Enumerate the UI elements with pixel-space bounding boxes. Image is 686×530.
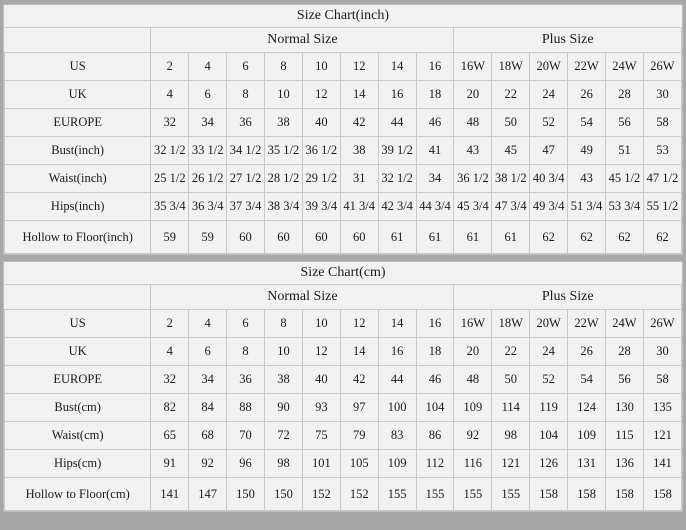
table-cell: 112 — [416, 450, 454, 478]
table-cell: 62 — [606, 221, 644, 254]
row-label: Hips(inch) — [5, 193, 151, 221]
chart-title: Size Chart(inch) — [5, 5, 682, 28]
table-cell: 8 — [227, 338, 265, 366]
table-cell: 12 — [302, 338, 340, 366]
table-cell: 12 — [302, 81, 340, 109]
table-cell: 60 — [265, 221, 303, 254]
table-cell: 20W — [530, 53, 568, 81]
table-cell: 10 — [302, 53, 340, 81]
table-cell: 35 3/4 — [151, 193, 189, 221]
table-cell: 32 — [151, 366, 189, 394]
table-cell: 10 — [302, 310, 340, 338]
row-label: EUROPE — [5, 366, 151, 394]
table-cell: 75 — [302, 422, 340, 450]
table-cell: 26W — [643, 53, 681, 81]
table-row — [5, 394, 682, 422]
table-cell: 53 — [643, 137, 681, 165]
table-cell: 126 — [530, 450, 568, 478]
table-cell: 34 — [189, 109, 227, 137]
table-cell: 8 — [227, 81, 265, 109]
table-cell: 18W — [492, 310, 530, 338]
table-cell: 42 — [340, 366, 378, 394]
table-cell: 79 — [340, 422, 378, 450]
table-cell: 135 — [643, 394, 681, 422]
table-cell: 36 1/2 — [302, 137, 340, 165]
table-cell: 90 — [265, 394, 303, 422]
table-row — [5, 221, 682, 254]
table-cell: 155 — [416, 478, 454, 511]
table-cell: 60 — [227, 221, 265, 254]
table-cell: 22W — [568, 310, 606, 338]
table-cell: 60 — [302, 221, 340, 254]
table-cell: 25 1/2 — [151, 165, 189, 193]
chart-group-header: Normal Size — [151, 285, 454, 310]
table-cell: 42 — [340, 109, 378, 137]
table-cell: 41 — [416, 137, 454, 165]
table-cell: 26 1/2 — [189, 165, 227, 193]
table-cell: 40 — [302, 109, 340, 137]
table-cell: 22 — [492, 81, 530, 109]
table-cell: 46 — [416, 366, 454, 394]
size-chart-inch-body — [5, 5, 682, 254]
table-cell: 150 — [227, 478, 265, 511]
table-cell: 44 — [378, 109, 416, 137]
table-cell: 54 — [568, 366, 606, 394]
row-label: US — [5, 310, 151, 338]
size-chart-cm-body — [5, 262, 682, 511]
table-cell: 51 3/4 — [568, 193, 606, 221]
table-cell: 92 — [189, 450, 227, 478]
table-cell: 4 — [151, 338, 189, 366]
table-cell: 152 — [302, 478, 340, 511]
table-cell: 84 — [189, 394, 227, 422]
table-cell: 31 — [340, 165, 378, 193]
table-cell: 38 — [265, 366, 303, 394]
table-cell: 18 — [416, 338, 454, 366]
table-cell: 68 — [189, 422, 227, 450]
table-cell: 97 — [340, 394, 378, 422]
table-cell: 16 — [416, 53, 454, 81]
table-cell: 6 — [227, 310, 265, 338]
table-cell: 2 — [151, 310, 189, 338]
table-cell: 92 — [454, 422, 492, 450]
table-row — [5, 310, 682, 338]
table-cell: 62 — [643, 221, 681, 254]
table-cell: 35 1/2 — [265, 137, 303, 165]
chart-group-header: Plus Size — [454, 285, 682, 310]
row-label: EUROPE — [5, 109, 151, 137]
table-cell: 65 — [151, 422, 189, 450]
table-cell: 24W — [606, 310, 644, 338]
table-cell: 20W — [530, 310, 568, 338]
table-cell: 38 1/2 — [492, 165, 530, 193]
table-cell: 136 — [606, 450, 644, 478]
table-cell: 6 — [227, 53, 265, 81]
table-cell: 16 — [416, 310, 454, 338]
table-cell: 46 — [416, 109, 454, 137]
table-cell: 36 3/4 — [189, 193, 227, 221]
table-cell: 147 — [189, 478, 227, 511]
table-cell: 36 — [227, 109, 265, 137]
table-cell: 105 — [340, 450, 378, 478]
table-cell: 38 — [340, 137, 378, 165]
table-cell: 40 — [302, 366, 340, 394]
table-cell: 16W — [454, 53, 492, 81]
table-cell: 10 — [265, 338, 303, 366]
table-cell: 50 — [492, 366, 530, 394]
table-cell: 6 — [189, 338, 227, 366]
table-cell: 12 — [340, 53, 378, 81]
table-cell: 55 1/2 — [643, 193, 681, 221]
table-cell: 86 — [416, 422, 454, 450]
row-label: Bust(inch) — [5, 137, 151, 165]
table-cell: 18 — [416, 81, 454, 109]
table-cell: 41 3/4 — [340, 193, 378, 221]
size-chart-cm — [3, 261, 683, 512]
table-row — [5, 53, 682, 81]
row-label: UK — [5, 81, 151, 109]
table-cell: 116 — [454, 450, 492, 478]
table-cell: 130 — [606, 394, 644, 422]
table-cell: 158 — [568, 478, 606, 511]
chart-title-row — [5, 262, 682, 285]
table-cell: 26 — [568, 81, 606, 109]
table-cell: 16 — [378, 81, 416, 109]
table-row — [5, 109, 682, 137]
table-cell: 16W — [454, 310, 492, 338]
table-cell: 158 — [643, 478, 681, 511]
table-cell: 44 3/4 — [416, 193, 454, 221]
table-cell: 49 3/4 — [530, 193, 568, 221]
table-cell: 14 — [340, 81, 378, 109]
table-cell: 61 — [378, 221, 416, 254]
table-cell: 61 — [416, 221, 454, 254]
size-chart-cm-table — [4, 262, 682, 511]
table-cell: 28 1/2 — [265, 165, 303, 193]
table-row — [5, 450, 682, 478]
table-cell: 36 1/2 — [454, 165, 492, 193]
table-cell: 44 — [378, 366, 416, 394]
row-label: Waist(inch) — [5, 165, 151, 193]
table-cell: 131 — [568, 450, 606, 478]
table-cell: 34 — [416, 165, 454, 193]
table-cell: 30 — [643, 338, 681, 366]
table-cell: 39 1/2 — [378, 137, 416, 165]
table-row — [5, 165, 682, 193]
table-cell: 56 — [606, 366, 644, 394]
table-cell: 109 — [568, 422, 606, 450]
table-cell: 61 — [454, 221, 492, 254]
table-cell: 49 — [568, 137, 606, 165]
table-cell: 104 — [416, 394, 454, 422]
table-cell: 20 — [454, 81, 492, 109]
table-row — [5, 137, 682, 165]
table-cell: 115 — [606, 422, 644, 450]
table-cell: 155 — [492, 478, 530, 511]
table-cell: 98 — [492, 422, 530, 450]
table-cell: 40 3/4 — [530, 165, 568, 193]
table-cell: 60 — [340, 221, 378, 254]
table-cell: 91 — [151, 450, 189, 478]
table-cell: 53 3/4 — [606, 193, 644, 221]
table-cell: 43 — [454, 137, 492, 165]
table-cell: 109 — [378, 450, 416, 478]
table-cell: 61 — [492, 221, 530, 254]
table-row — [5, 478, 682, 511]
table-cell: 82 — [151, 394, 189, 422]
table-row — [5, 422, 682, 450]
table-row — [5, 366, 682, 394]
table-cell: 98 — [265, 450, 303, 478]
table-cell: 45 1/2 — [606, 165, 644, 193]
table-cell: 33 1/2 — [189, 137, 227, 165]
table-cell: 28 — [606, 338, 644, 366]
table-cell: 121 — [492, 450, 530, 478]
table-cell: 158 — [606, 478, 644, 511]
size-chart-inch-table — [4, 5, 682, 254]
table-cell: 43 — [568, 165, 606, 193]
table-cell: 6 — [189, 81, 227, 109]
table-cell: 48 — [454, 366, 492, 394]
table-cell: 58 — [643, 109, 681, 137]
table-cell: 47 — [530, 137, 568, 165]
table-cell: 34 — [189, 366, 227, 394]
table-cell: 14 — [378, 53, 416, 81]
table-cell: 20 — [454, 338, 492, 366]
table-cell: 83 — [378, 422, 416, 450]
table-cell: 4 — [189, 310, 227, 338]
chart-group-header — [5, 285, 151, 310]
table-cell: 8 — [265, 310, 303, 338]
table-cell: 59 — [189, 221, 227, 254]
table-cell: 124 — [568, 394, 606, 422]
table-cell: 32 1/2 — [378, 165, 416, 193]
table-cell: 32 1/2 — [151, 137, 189, 165]
table-cell: 42 3/4 — [378, 193, 416, 221]
table-cell: 62 — [530, 221, 568, 254]
size-chart-inch — [3, 4, 683, 255]
row-label: Hollow to Floor(cm) — [5, 478, 151, 511]
table-cell: 58 — [643, 366, 681, 394]
table-cell: 70 — [227, 422, 265, 450]
table-cell: 52 — [530, 109, 568, 137]
table-cell: 47 3/4 — [492, 193, 530, 221]
row-label: Hips(cm) — [5, 450, 151, 478]
table-cell: 45 3/4 — [454, 193, 492, 221]
table-cell: 24W — [606, 53, 644, 81]
chart-title: Size Chart(cm) — [5, 262, 682, 285]
table-cell: 47 1/2 — [643, 165, 681, 193]
table-cell: 12 — [340, 310, 378, 338]
table-cell: 26W — [643, 310, 681, 338]
table-cell: 30 — [643, 81, 681, 109]
table-cell: 4 — [189, 53, 227, 81]
row-label: Waist(cm) — [5, 422, 151, 450]
table-cell: 8 — [265, 53, 303, 81]
table-cell: 39 3/4 — [302, 193, 340, 221]
table-cell: 100 — [378, 394, 416, 422]
table-cell: 18W — [492, 53, 530, 81]
table-cell: 4 — [151, 81, 189, 109]
table-cell: 72 — [265, 422, 303, 450]
table-row — [5, 338, 682, 366]
table-cell: 109 — [454, 394, 492, 422]
table-cell: 141 — [643, 450, 681, 478]
table-cell: 141 — [151, 478, 189, 511]
table-cell: 22W — [568, 53, 606, 81]
table-cell: 96 — [227, 450, 265, 478]
table-cell: 50 — [492, 109, 530, 137]
table-cell: 114 — [492, 394, 530, 422]
table-cell: 88 — [227, 394, 265, 422]
table-cell: 14 — [378, 310, 416, 338]
chart-group-row — [5, 28, 682, 53]
row-label: US — [5, 53, 151, 81]
table-cell: 10 — [265, 81, 303, 109]
table-cell: 28 — [606, 81, 644, 109]
table-cell: 104 — [530, 422, 568, 450]
table-cell: 34 1/2 — [227, 137, 265, 165]
table-cell: 45 — [492, 137, 530, 165]
table-cell: 52 — [530, 366, 568, 394]
table-cell: 54 — [568, 109, 606, 137]
table-row — [5, 193, 682, 221]
table-cell: 48 — [454, 109, 492, 137]
table-cell: 24 — [530, 81, 568, 109]
table-cell: 51 — [606, 137, 644, 165]
table-cell: 152 — [340, 478, 378, 511]
table-cell: 32 — [151, 109, 189, 137]
chart-group-header: Plus Size — [454, 28, 682, 53]
table-cell: 26 — [568, 338, 606, 366]
table-row — [5, 81, 682, 109]
table-cell: 22 — [492, 338, 530, 366]
row-label: UK — [5, 338, 151, 366]
chart-title-row — [5, 5, 682, 28]
chart-group-header: Normal Size — [151, 28, 454, 53]
table-cell: 29 1/2 — [302, 165, 340, 193]
table-cell: 27 1/2 — [227, 165, 265, 193]
table-cell: 155 — [378, 478, 416, 511]
table-cell: 93 — [302, 394, 340, 422]
table-cell: 101 — [302, 450, 340, 478]
table-cell: 56 — [606, 109, 644, 137]
table-cell: 38 3/4 — [265, 193, 303, 221]
row-label: Hollow to Floor(inch) — [5, 221, 151, 254]
chart-group-row — [5, 285, 682, 310]
table-cell: 59 — [151, 221, 189, 254]
table-cell: 24 — [530, 338, 568, 366]
table-cell: 2 — [151, 53, 189, 81]
table-cell: 119 — [530, 394, 568, 422]
table-cell: 36 — [227, 366, 265, 394]
table-cell: 150 — [265, 478, 303, 511]
table-cell: 158 — [530, 478, 568, 511]
table-cell: 121 — [643, 422, 681, 450]
table-cell: 16 — [378, 338, 416, 366]
row-label: Bust(cm) — [5, 394, 151, 422]
table-cell: 14 — [340, 338, 378, 366]
table-cell: 62 — [568, 221, 606, 254]
table-cell: 37 3/4 — [227, 193, 265, 221]
table-cell: 38 — [265, 109, 303, 137]
chart-group-header — [5, 28, 151, 53]
table-cell: 155 — [454, 478, 492, 511]
